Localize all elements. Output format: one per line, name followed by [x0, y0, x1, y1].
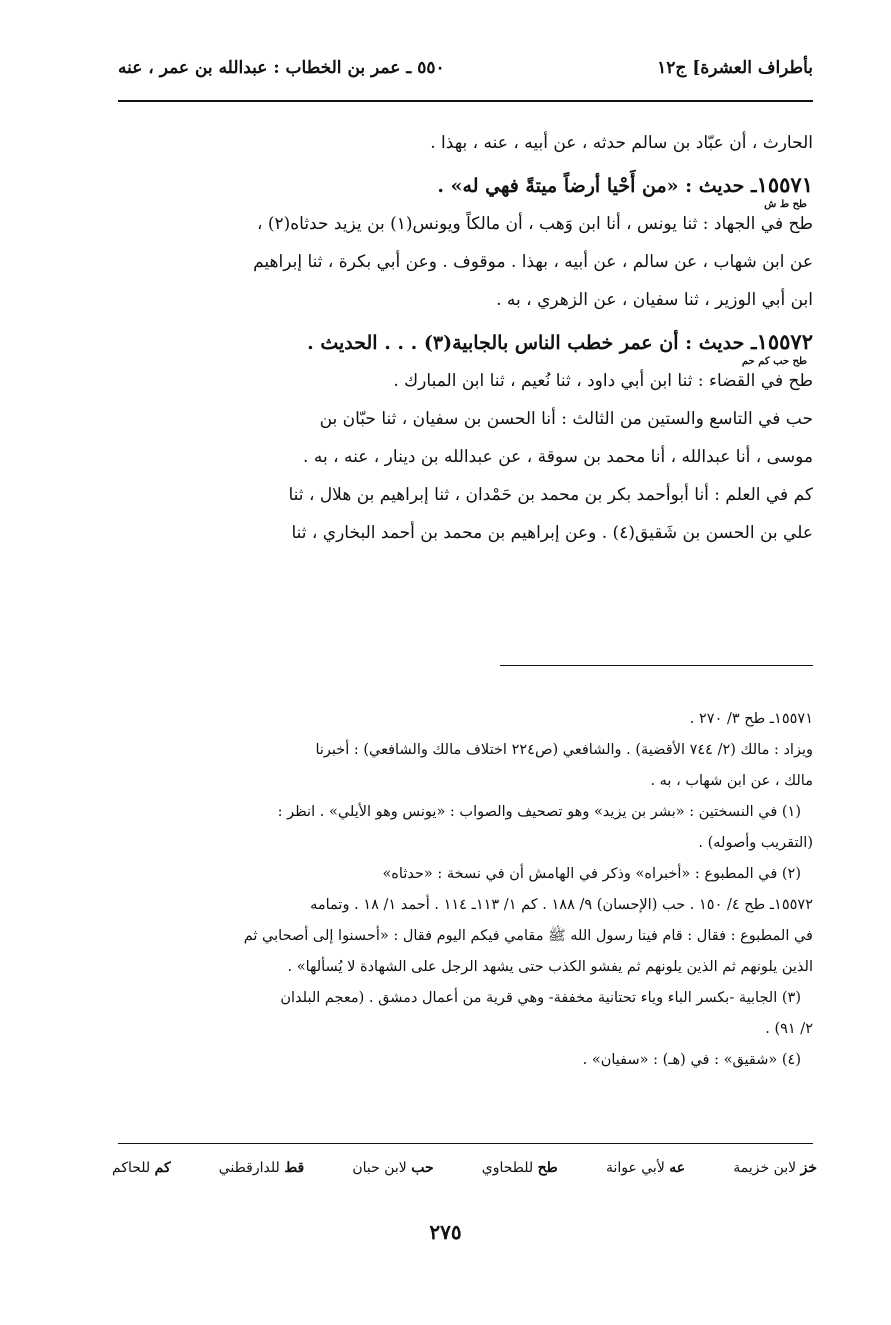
text-line: عن ابن شهاب ، عن سالم ، عن أبيه ، بهذا . موقوف . وعن أبي بكرة ، ثنا إبراهيم: [253, 252, 813, 272]
main-text: [118, 124, 813, 552]
abbreviation-item: [482, 1160, 558, 1176]
abbreviation-code: حب: [411, 1160, 434, 1176]
abbreviation-name: لابن حبان: [352, 1160, 407, 1176]
footnote-line: (٤) «شقيق» : في (هـ) : «سفيان» .: [582, 1052, 801, 1068]
text-line: حب في التاسع والستين من الثالث : أنا الحسن بن سفيان ، ثنا حبّان بن: [319, 409, 813, 429]
hadith-title: ـ حديث : أن عمر خطب الناس بالجابية(٣) . . . الحديث .: [307, 332, 757, 354]
abbreviation-item: [219, 1160, 304, 1176]
abbreviation-name: لابن خزيمة: [733, 1160, 797, 1176]
footnote-line: الذين يلونهم ثم الذين يلونهم ثم يفشو الكذب حتى يشهد الرجل على الشهادة لا يُسألها» .: [287, 959, 813, 975]
hadith-title: ـ حديث : «من أَحْيا أرضاً ميتةً فهي له» .: [437, 175, 757, 197]
header-volume-title: بأطراف العشرة] ج١٢: [657, 58, 813, 78]
text-line: ابن أبي الوزير ، ثنا سفيان ، عن الزهري ، به .: [496, 290, 813, 310]
hadith-number: ١٥٥٧٢: [756, 329, 813, 354]
footnote-line: مالك ، عن ابن شهاب ، به .: [650, 773, 813, 789]
footnotes: [118, 704, 813, 1076]
footnote-line: (١) في النسختين : «بشر بن يزيد» وهو تصحيف والصواب : «يونس وهو الأيلي» . انظر :: [277, 804, 801, 820]
abbreviation-item: [352, 1160, 433, 1176]
footnote-line: ١٥٥٧١ـ طح ٣/ ٢٧٠ .: [689, 711, 813, 727]
abbreviation-item: [112, 1160, 171, 1176]
text-line: كم في العلم : أنا أبوأحمد بكر بن محمد بن حَمْدان ، ثنا إبراهيم بن هلال ، ثنا: [288, 485, 813, 505]
abbreviation-name: لأبي عوانة: [605, 1160, 665, 1176]
footnote-line: (٢) في المطبوع : «أخبراه» وذكر في الهامش أن في نسخة : «حدثاه»: [382, 866, 801, 882]
footnote-line: ٢/ ٩١) .: [765, 1021, 813, 1037]
abbreviation-name: للدارقطني: [218, 1160, 280, 1176]
source-sigla: طح ط ش: [764, 199, 807, 210]
text-line: طح في الجهاد : ثنا يونس ، أنا ابن وَهب ، أن مالكاً ويونس(١) بن يزيد حدثاه(٢) ،: [256, 214, 813, 234]
footnote-divider: [500, 665, 813, 666]
abbreviation-name: للطحاوي: [481, 1160, 534, 1176]
hadith-number: ١٥٥٧١: [756, 172, 813, 197]
running-header: [118, 58, 813, 94]
abbreviation-item: [606, 1160, 685, 1176]
abbreviation-code: عه: [669, 1160, 686, 1176]
header-divider: [118, 100, 813, 102]
footnote-line: (٣) الجابية -بكسر الباء وياء تحتانية مخففة- وهي قرية من أعمال دمشق . (معجم البلدان: [280, 990, 801, 1006]
abbreviation-code: قط: [284, 1160, 305, 1176]
footnote-line: ويزاد : مالك (٢/ ٧٤٤ الأقضية) . والشافعي (ص٢٢٤ اختلاف مالك والشافعي) : أخبرنا: [315, 742, 813, 758]
header-chapter-title: ٥٥٠ ـ عمر بن الخطاب : عبدالله بن عمر ، عنه: [118, 58, 445, 78]
footnote-line: ١٥٥٧٢ـ طح ٤/ ١٥٠ . حب (الإحسان) ٩/ ١٨٨ . كم ١/ ١١٣ـ ١١٤ . أحمد ١/ ١٨ . وتمامه: [310, 897, 813, 913]
footnote-line: (التقريب وأصوله) .: [698, 835, 813, 851]
abbreviations-key: [112, 1160, 817, 1186]
abbreviation-code: طح: [537, 1160, 558, 1176]
page-number: ٢٧٥: [429, 1220, 462, 1244]
abbreviation-item: [733, 1160, 817, 1176]
footnote-line: في المطبوع : فقال : قام فينا رسول الله ﷺ مقامي فيكم اليوم فقال : «أحسنوا إلى أصحابي ثم: [243, 928, 813, 944]
abbreviation-code: خز: [800, 1160, 817, 1176]
abbreviation-name: للحاكم: [112, 1160, 151, 1176]
text-line: علي بن الحسن بن شَقيق(٤) . وعن إبراهيم بن محمد بن أحمد البخاري ، ثنا: [291, 523, 813, 543]
source-sigla: طح حب كم حم: [741, 356, 807, 367]
abbreviation-code: كم: [154, 1160, 171, 1176]
abbreviations-divider: [118, 1143, 813, 1144]
text-line: طح في القضاء : ثنا ابن أبي داود ، ثنا نُعيم ، ثنا ابن المبارك .: [393, 371, 813, 391]
text-line: الحارث ، أن عبّاد بن سالم حدثه ، عن أبيه ، عنه ، بهذا .: [430, 133, 813, 153]
text-line: موسى ، أنا عبدالله ، أنا محمد بن سوقة ، عن عبدالله بن دينار ، عنه ، به .: [303, 447, 813, 467]
